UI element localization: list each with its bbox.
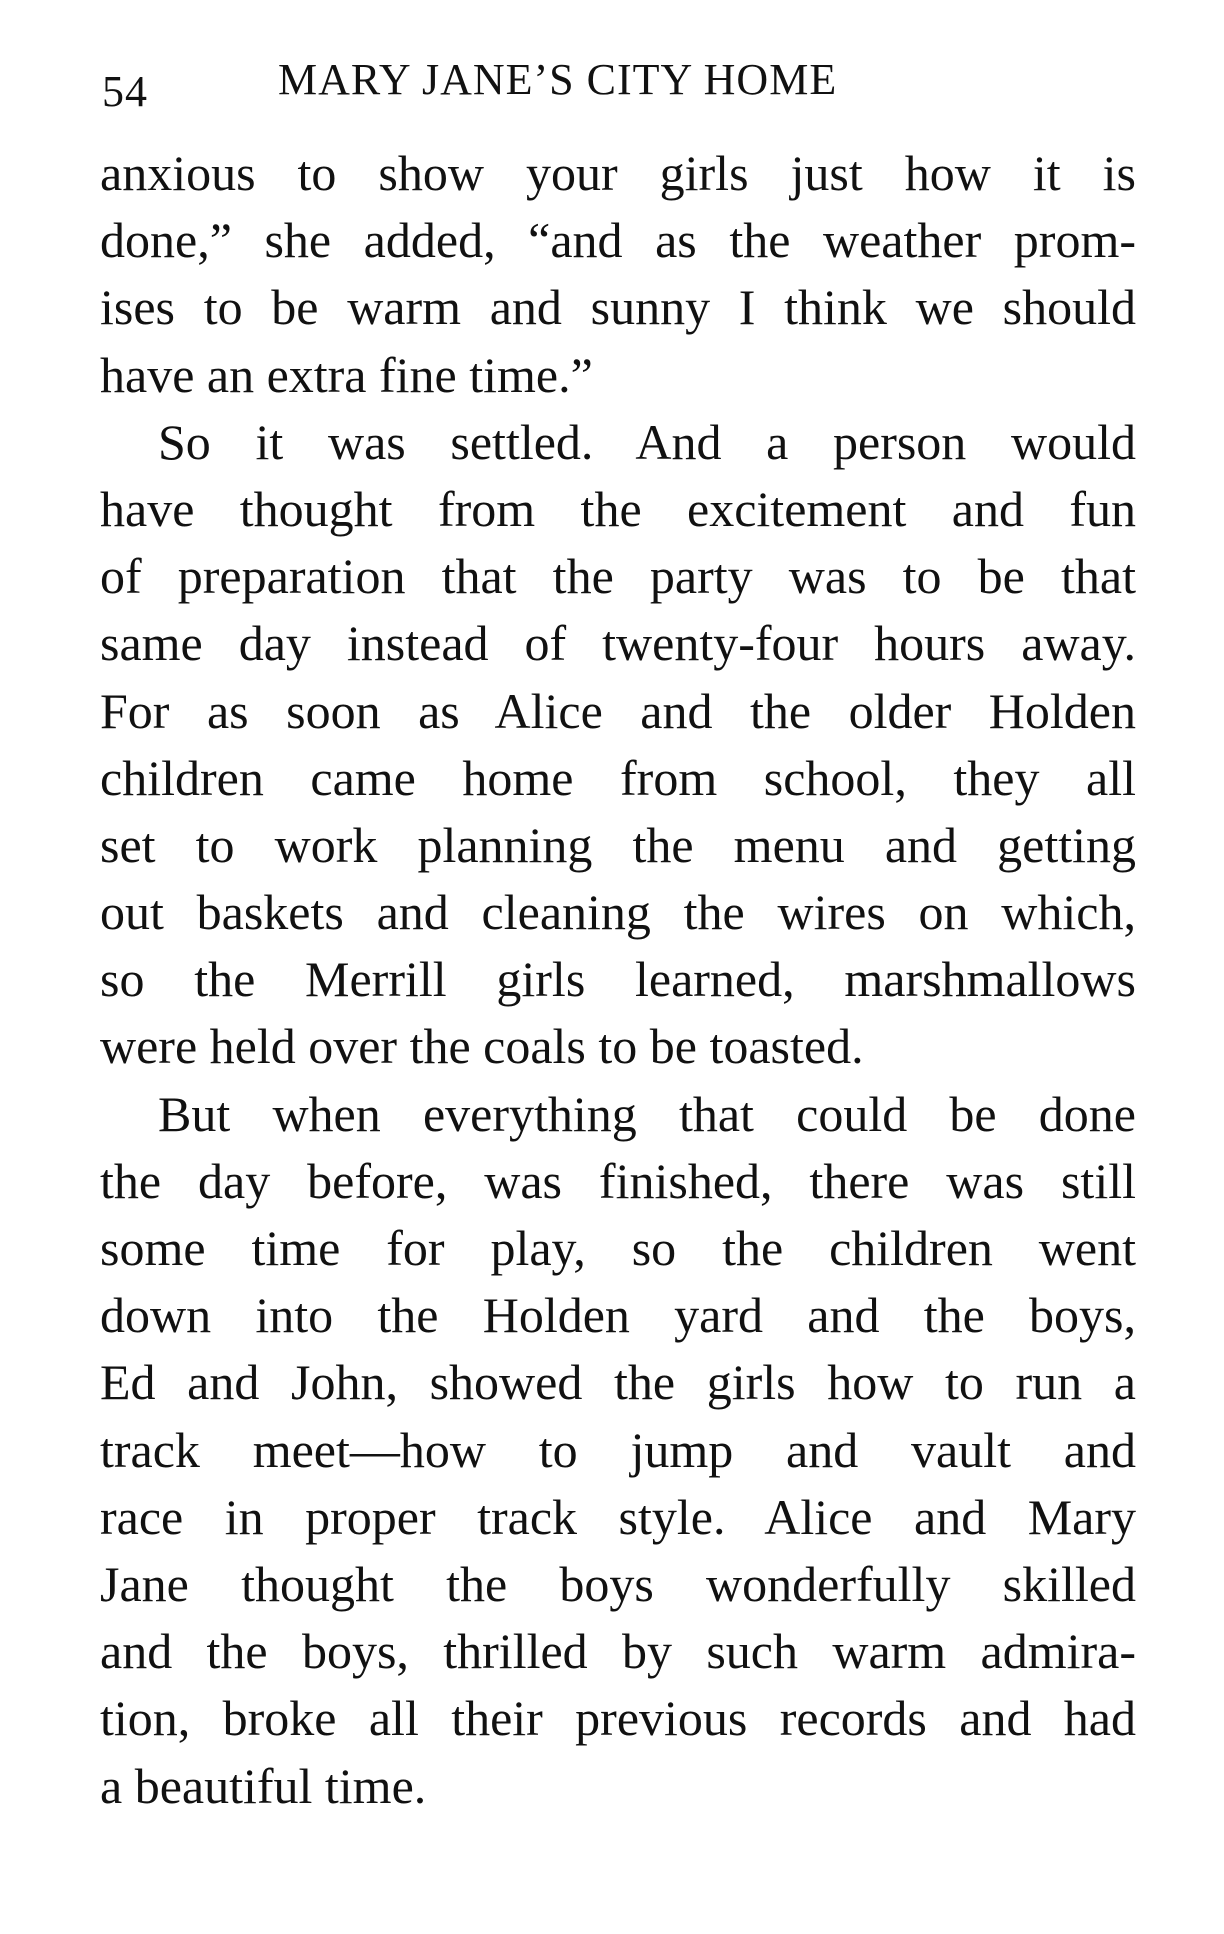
text-line: have thought from the excitement and fun	[100, 480, 1136, 537]
text-line: of preparation that the party was to be that	[100, 548, 1136, 605]
page-number: 54	[102, 67, 148, 116]
paragraph-1	[100, 140, 1136, 409]
text-line: tion, broke all their previous records and had	[100, 1690, 1136, 1747]
text-line: a beautiful time.	[100, 1757, 427, 1814]
text-line: But when everything that could be done	[158, 1085, 1136, 1142]
running-head	[102, 48, 1137, 118]
text-line: were held over the coals to be toasted.	[100, 1018, 864, 1075]
text-line: race in proper track style. Alice and Mary	[100, 1488, 1136, 1545]
text-line: track meet—how to jump and vault and	[100, 1421, 1136, 1478]
text-line: out baskets and cleaning the wires on which,	[100, 884, 1136, 941]
text-line: Jane thought the boys wonderfully skilled	[100, 1555, 1136, 1612]
running-title: MARY JANE’S CITY HOME	[278, 55, 838, 104]
text-line: done,” she added, “and as the weather prom-	[100, 212, 1136, 269]
text-line: anxious to show your girls just how it is	[100, 145, 1136, 201]
text-line: set to work planning the menu and getting	[100, 816, 1136, 873]
text-line: and the boys, thrilled by such warm admira-	[100, 1623, 1136, 1680]
text-line: down into the Holden yard and the boys,	[100, 1287, 1136, 1344]
text-line: For as soon as Alice and the older Holden	[100, 682, 1136, 739]
text-line: So it was settled. And a person would	[158, 413, 1136, 470]
text-line: same day instead of twenty-four hours away.	[100, 615, 1136, 672]
paragraph-2	[100, 409, 1136, 1081]
text-line: children came home from school, they all	[100, 749, 1136, 806]
text-line: have an extra fine time.”	[100, 346, 593, 403]
paragraph-3	[100, 1081, 1136, 1820]
text-line: Ed and John, showed the girls how to run a	[100, 1354, 1136, 1411]
text-line: so the Merrill girls learned, marshmallows	[100, 951, 1136, 1008]
text-line: the day before, was finished, there was still	[100, 1152, 1136, 1209]
text-line: ises to be warm and sunny I think we should	[100, 279, 1136, 336]
text-line: some time for play, so the children went	[100, 1220, 1136, 1276]
body-text	[100, 140, 1136, 1820]
